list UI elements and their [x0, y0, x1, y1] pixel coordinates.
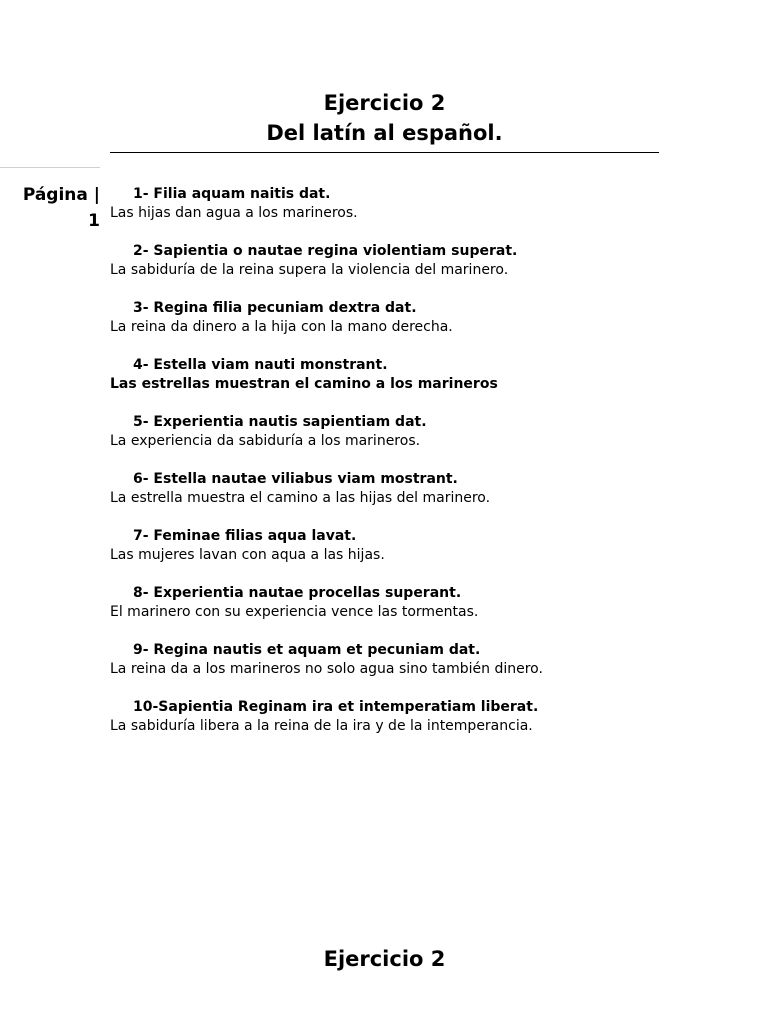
latin-sentence: 6- Estella nautae viliabus viam mostrant. — [133, 471, 458, 487]
exercise-list — [110, 184, 670, 754]
document-subtitle: Del latín al español. — [266, 121, 503, 145]
latin-sentence: 9- Regina nautis et aquam et pecuniam dat. — [133, 642, 481, 658]
exercise-item — [110, 526, 670, 583]
exercise-item — [110, 412, 670, 469]
latin-sentence: 1- Filia aquam naitis dat. — [133, 186, 331, 202]
spanish-translation: La experiencia da sabiduría a los marineros. — [110, 433, 421, 449]
spanish-translation: La reina da dinero a la hija con la mano derecha. — [110, 319, 453, 335]
page-word: Página | — [22, 185, 100, 205]
latin-sentence: 10-Sapientia Reginam ira et intemperatiam liberat. — [133, 699, 539, 715]
exercise-item — [110, 298, 670, 355]
exercise-item — [110, 355, 670, 412]
header-divider — [110, 152, 659, 153]
latin-sentence: 3- Regina filia pecuniam dextra dat. — [133, 300, 417, 316]
spanish-translation: El marinero con su experiencia vence las tormentas. — [110, 604, 479, 620]
spanish-translation: La reina da a los marineros no solo agua sino también dinero. — [110, 661, 543, 677]
spanish-translation: Las estrellas muestran el camino a los marineros — [110, 376, 498, 392]
spanish-translation: Las hijas dan agua a los marineros. — [110, 205, 358, 221]
page-number: 1 — [88, 211, 100, 231]
page-number-label — [0, 167, 100, 234]
spanish-translation: La estrella muestra el camino a las hijas del marinero. — [110, 490, 491, 506]
exercise-item — [110, 184, 670, 241]
document-header — [110, 88, 659, 148]
latin-sentence: 5- Experientia nautis sapientiam dat. — [133, 414, 427, 430]
latin-sentence: 8- Experientia nautae procellas superant. — [133, 585, 462, 601]
exercise-item — [110, 469, 670, 526]
next-page-title: Ejercicio 2 — [323, 947, 446, 971]
document-title: Ejercicio 2 — [323, 91, 446, 115]
exercise-item — [110, 697, 670, 754]
exercise-item — [110, 583, 670, 640]
spanish-translation: La sabiduría libera a la reina de la ira y de la intemperancia. — [110, 718, 533, 734]
spanish-translation: Las mujeres lavan con aqua a las hijas. — [110, 547, 385, 563]
exercise-item — [110, 241, 670, 298]
exercise-item — [110, 640, 670, 697]
latin-sentence: 7- Feminae filias aqua lavat. — [133, 528, 357, 544]
latin-sentence: 4- Estella viam nauti monstrant. — [133, 357, 388, 373]
spanish-translation: La sabiduría de la reina supera la violencia del marinero. — [110, 262, 509, 278]
latin-sentence: 2- Sapientia o nautae regina violentiam superat. — [133, 243, 518, 259]
